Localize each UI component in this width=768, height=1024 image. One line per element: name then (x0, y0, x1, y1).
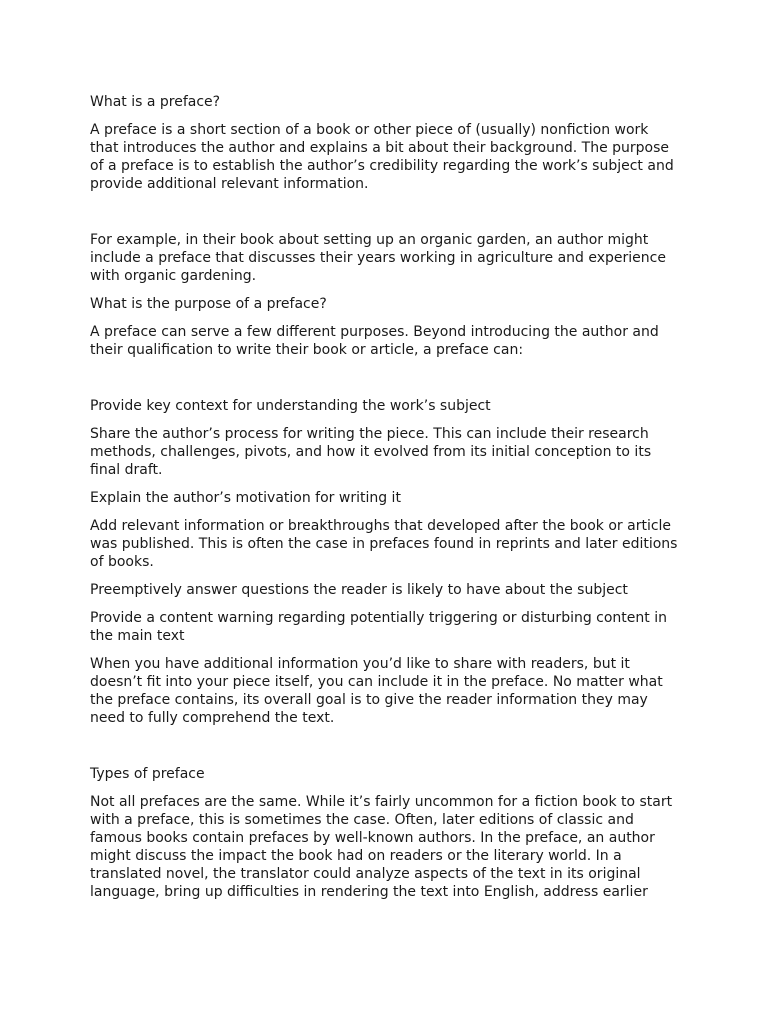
list-item-questions: Preemptively answer questions the reader is likely to have about the subject (90, 582, 628, 598)
document-page (90, 93, 680, 911)
paragraph-purpose-intro: A preface can serve a few different purposes. Beyond introducing the author and their qualification to write their book or article, a preface can: (90, 324, 659, 358)
paragraph-example: For example, in their book about setting up an organic garden, an author might include a preface that discusses their years working in agriculture and experience with organic gardening. (90, 232, 666, 284)
heading-purpose: What is the purpose of a preface? (90, 296, 327, 312)
spacer (90, 203, 680, 231)
heading-what-is-preface: What is a preface? (90, 94, 221, 110)
list-item-process: Share the author’s process for writing the piece. This can include their research methods, challenges, pivots, and how it evolved from its initial conception to its final draft. (90, 426, 652, 478)
list-item-motivation: Explain the author’s motivation for writing it (90, 490, 401, 506)
list-item-content-warning: Provide a content warning regarding potentially triggering or disturbing content in the main text (90, 610, 667, 644)
list-item-context: Provide key context for understanding the work’s subject (90, 398, 491, 414)
list-item-breakthroughs: Add relevant information or breakthroughs that developed after the book or article was published. This is often the case in prefaces found in reprints and later editions of books. (90, 518, 678, 570)
paragraph-additional-info: When you have additional information you’d like to share with readers, but it doesn’t fit into your piece itself, you can include it in the preface. No matter what the preface contains, its overall goal is to give the reader information they may need to fully comprehend the text. (90, 656, 663, 726)
paragraph-types: Not all prefaces are the same. While it’s fairly uncommon for a fiction book to start with a preface, this is sometimes the case. Often, later editions of classic and famous books contain prefaces by well-known authors. In the preface, an author might discuss the impact the book had on readers or the literary world. In a translated novel, the translator could analyze aspects of the text in its original language, bring up difficulties in rendering the text into English, address earlier (90, 794, 673, 900)
spacer (90, 737, 680, 765)
spacer (90, 369, 680, 397)
paragraph-definition: A preface is a short section of a book or other piece of (usually) nonfiction work that introduces the author and explains a bit about their background. The purpose of a preface is to establish the author’s credibility regarding the work’s subject and provide additional relevant information. (90, 122, 674, 192)
heading-types: Types of preface (90, 766, 205, 782)
